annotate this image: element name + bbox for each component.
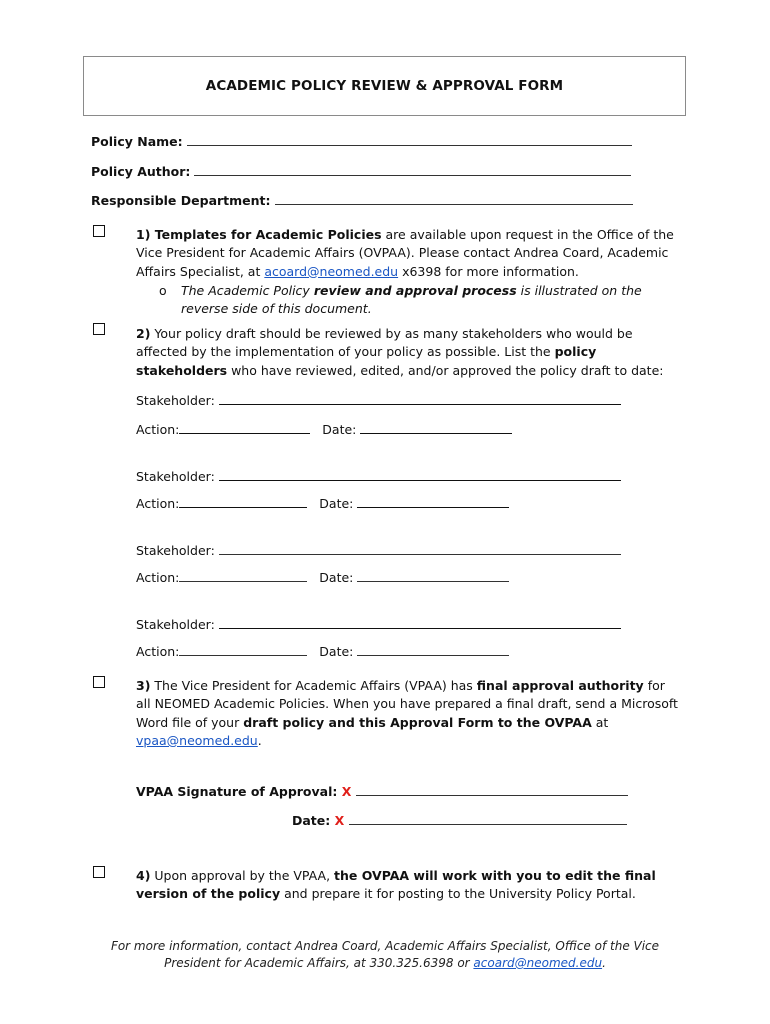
step4-paragraph: [136, 867, 681, 904]
date-label: Date:: [319, 570, 354, 585]
stakeholder-4: [136, 616, 621, 632]
stakeholder-2: [136, 468, 621, 484]
action-1: [136, 421, 512, 437]
footer-email-link[interactable]: acoard@neomed.edu: [473, 956, 603, 970]
action-2-input-line[interactable]: [179, 495, 307, 508]
footer-text-c: .: [602, 956, 606, 970]
department-input-line[interactable]: [275, 192, 633, 205]
step3-bold-b: draft policy and this Approval Form to the OVPAA: [243, 714, 592, 730]
stakeholder-2-input-line[interactable]: [219, 468, 621, 481]
step3-text-b: for all NEOMED Academic Policies. When you have prepared a final draft, send a Microsoft Word file of your: [136, 678, 678, 730]
footer-text-b: Office of the Vice President for Academic Affairs, at 330.325.6398 or: [164, 939, 660, 970]
action-label: Action:: [136, 422, 180, 437]
step3-paragraph: [136, 677, 681, 750]
action-4: [136, 643, 509, 659]
step3-text-d: .: [257, 732, 262, 748]
action-3: [136, 569, 509, 585]
step3-heading: 3): [136, 678, 151, 693]
date-4-input-line[interactable]: [357, 643, 509, 656]
stakeholder-1-input-line[interactable]: [219, 392, 621, 405]
date-3-input-line[interactable]: [357, 569, 509, 582]
action-label: Action:: [136, 496, 180, 511]
step3-bold-a: final approval authority: [476, 678, 644, 693]
department-label: Responsible Department:: [91, 193, 271, 208]
step4-heading: 4): [136, 868, 151, 883]
bullet-icon: o: [159, 283, 167, 298]
step3-text-c: at: [591, 714, 609, 730]
step3-text-a: The Vice President for Academic Affairs (VPAA) has: [150, 678, 477, 693]
step1-checkbox[interactable]: [93, 225, 105, 237]
step4-checkbox[interactable]: [93, 866, 105, 878]
action-3-input-line[interactable]: [179, 569, 307, 582]
stakeholder-label: Stakeholder:: [136, 617, 215, 632]
sub-text-a: The Academic Policy: [181, 283, 314, 298]
step3-email-link[interactable]: vpaa@neomed.edu: [136, 732, 258, 748]
form-title: ACADEMIC POLICY REVIEW & APPROVAL FORM: [205, 78, 564, 94]
footer-text-a: For more information, contact Andrea Coard, Academic Affairs Specialist,: [110, 939, 552, 953]
action-label: Action:: [136, 570, 180, 585]
date-x-icon: X: [334, 813, 345, 828]
date-label: Date:: [319, 496, 354, 511]
step1-email-link[interactable]: acoard@neomed.edu: [264, 263, 399, 279]
vpaa-signature-line[interactable]: [356, 783, 628, 796]
stakeholder-label: Stakeholder:: [136, 469, 215, 484]
action-4-input-line[interactable]: [179, 643, 307, 656]
policy-author-label: Policy Author:: [91, 164, 191, 179]
vpaa-date-line[interactable]: [349, 812, 627, 825]
stakeholder-3-input-line[interactable]: [219, 542, 621, 555]
policy-author-field: [91, 163, 631, 179]
policy-name-field: [91, 133, 632, 149]
footer-note: [90, 938, 680, 972]
vpaa-signature-label: VPAA Signature of Approval:: [136, 784, 338, 799]
stakeholder-1: [136, 392, 621, 408]
policy-name-input-line[interactable]: [187, 133, 632, 146]
step4-text-b: and prepare it for posting to the University Policy Portal.: [280, 886, 636, 902]
policy-author-input-line[interactable]: [194, 163, 631, 176]
department-field: [91, 192, 633, 208]
action-1-input-line[interactable]: [179, 421, 310, 434]
step2-text-b: who have reviewed, edited, and/or approved the policy draft to date:: [227, 362, 664, 378]
vpaa-date-label: Date:: [292, 813, 331, 828]
sub-text-b: is illustrated on the reverse side of this document.: [181, 283, 642, 316]
stakeholder-3: [136, 542, 621, 558]
step2-text-a: Your policy draft should be reviewed by as many stakeholders who would be affected by the implementation of your policy as possible. List the: [136, 326, 633, 360]
title-box: [83, 56, 686, 116]
vpaa-date-field: [292, 812, 627, 828]
vpaa-signature-field: [136, 783, 628, 799]
stakeholder-4-input-line[interactable]: [219, 616, 621, 629]
date-label: Date:: [319, 644, 354, 659]
step2-bold: policy stakeholders: [136, 344, 597, 378]
sub-text-bold: review and approval process: [313, 283, 517, 298]
date-label: Date:: [322, 422, 357, 437]
stakeholder-label: Stakeholder:: [136, 393, 215, 408]
step4-text-a: Upon approval by the VPAA,: [150, 868, 335, 883]
step1-heading: 1) Templates for Academic Policies: [136, 227, 382, 242]
step2-checkbox[interactable]: [93, 323, 105, 335]
step1-text-a: are available upon request in the Office of the Vice President for Academic Affairs (OVPAA). Please contact Andrea Coard, Academic Affairs Specialist, at: [136, 227, 674, 279]
action-2: [136, 495, 509, 511]
step1-paragraph: [136, 226, 681, 281]
stakeholder-label: Stakeholder:: [136, 543, 215, 558]
signature-x-icon: X: [341, 784, 352, 799]
action-label: Action:: [136, 644, 180, 659]
date-2-input-line[interactable]: [357, 495, 509, 508]
policy-name-label: Policy Name:: [91, 134, 183, 149]
date-1-input-line[interactable]: [360, 421, 512, 434]
step1-text-b: x6398 for more information.: [398, 263, 579, 279]
step3-checkbox[interactable]: [93, 676, 105, 688]
step4-bold: the OVPAA will work with you to edit the final version of the policy: [136, 868, 656, 902]
step2-heading: 2): [136, 326, 151, 341]
step2-paragraph: [136, 325, 681, 380]
